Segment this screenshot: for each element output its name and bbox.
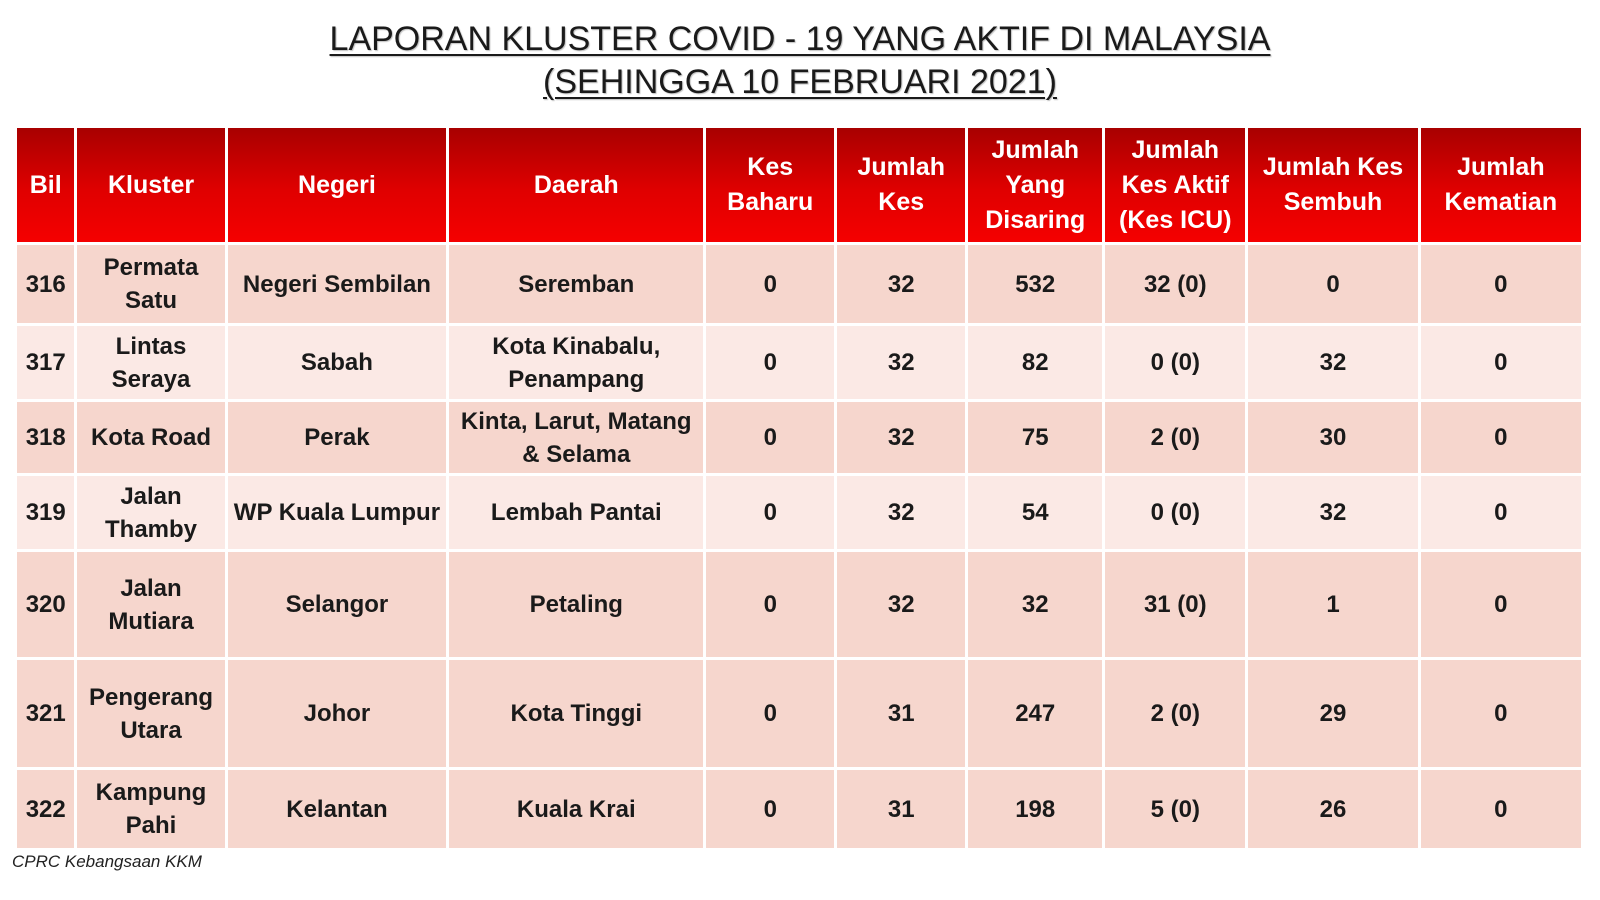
- cell-jumlah-disaring: 532: [968, 245, 1102, 323]
- table-row: [17, 552, 1581, 657]
- cell-jumlah-disaring: 82: [968, 326, 1102, 399]
- cell-jumlah-kes-sembuh: 29: [1248, 660, 1417, 767]
- cell-kes-baharu: 0: [706, 770, 834, 848]
- cell-jumlah-kes: 32: [837, 326, 965, 399]
- cell-kes-baharu: 0: [706, 660, 834, 767]
- cell-jumlah-kes: 32: [837, 476, 965, 549]
- cell-jumlah-kes-aktif: 2 (0): [1105, 402, 1245, 473]
- cell-jumlah-disaring: 32: [968, 552, 1102, 657]
- cell-kluster: Kampung Pahi: [77, 770, 224, 848]
- cell-jumlah-kematian: 0: [1421, 660, 1581, 767]
- cell-jumlah-kes: 31: [837, 770, 965, 848]
- cell-jumlah-kes: 32: [837, 402, 965, 473]
- cell-jumlah-kematian: 0: [1421, 476, 1581, 549]
- cell-jumlah-disaring: 198: [968, 770, 1102, 848]
- report-title: [0, 18, 1600, 104]
- cell-bil: 318: [17, 402, 74, 473]
- source-footer: CPRC Kebangsaan KKM: [12, 852, 202, 871]
- cell-bil: 319: [17, 476, 74, 549]
- cell-negeri: Johor: [228, 660, 447, 767]
- header-daerah: Daerah: [449, 128, 703, 242]
- title-line-1: LAPORAN KLUSTER COVID - 19 YANG AKTIF DI MALAYSIA: [329, 20, 1271, 58]
- table-row: [17, 476, 1581, 549]
- cell-jumlah-kematian: 0: [1421, 770, 1581, 848]
- cell-jumlah-kes-aktif: 32 (0): [1105, 245, 1245, 323]
- header-jumlah-kes: Jumlah Kes: [837, 128, 965, 242]
- cell-jumlah-kes-aktif: 31 (0): [1105, 552, 1245, 657]
- header-jumlah-kematian: Jumlah Kematian: [1421, 128, 1581, 242]
- cell-kes-baharu: 0: [706, 476, 834, 549]
- cell-jumlah-kes: 31: [837, 660, 965, 767]
- cell-jumlah-disaring: 247: [968, 660, 1102, 767]
- header-bil: Bil: [17, 128, 74, 242]
- cell-negeri: Negeri Sembilan: [228, 245, 447, 323]
- cell-jumlah-kes-aktif: 0 (0): [1105, 476, 1245, 549]
- cell-bil: 317: [17, 326, 74, 399]
- cell-kes-baharu: 0: [706, 245, 834, 323]
- cell-kes-baharu: 0: [706, 552, 834, 657]
- cell-jumlah-kematian: 0: [1421, 245, 1581, 323]
- cell-daerah: Kota Tinggi: [449, 660, 703, 767]
- table-row: [17, 326, 1581, 399]
- header-kluster: Kluster: [77, 128, 224, 242]
- header-jumlah-kes-sembuh: Jumlah Kes Sembuh: [1248, 128, 1417, 242]
- cluster-table: [14, 125, 1584, 851]
- table-row: [17, 770, 1581, 848]
- cell-jumlah-kematian: 0: [1421, 402, 1581, 473]
- cell-kluster: Pengerang Utara: [77, 660, 224, 767]
- cell-daerah: Kinta, Larut, Matang & Selama: [449, 402, 703, 473]
- cell-kluster: Permata Satu: [77, 245, 224, 323]
- table-row: [17, 660, 1581, 767]
- cell-daerah: Kota Kinabalu, Penampang: [449, 326, 703, 399]
- cell-jumlah-kes-aktif: 2 (0): [1105, 660, 1245, 767]
- header-jumlah-disaring: Jumlah Yang Disaring: [968, 128, 1102, 242]
- cell-jumlah-disaring: 54: [968, 476, 1102, 549]
- cell-negeri: Perak: [228, 402, 447, 473]
- cell-negeri: Sabah: [228, 326, 447, 399]
- cell-daerah: Seremban: [449, 245, 703, 323]
- cell-kluster: Lintas Seraya: [77, 326, 224, 399]
- cell-bil: 320: [17, 552, 74, 657]
- cell-daerah: Kuala Krai: [449, 770, 703, 848]
- cell-jumlah-kes-sembuh: 1: [1248, 552, 1417, 657]
- cell-kes-baharu: 0: [706, 402, 834, 473]
- cell-negeri: Kelantan: [228, 770, 447, 848]
- cell-kes-baharu: 0: [706, 326, 834, 399]
- cell-jumlah-kes-sembuh: 26: [1248, 770, 1417, 848]
- header-kes-baharu: Kes Baharu: [706, 128, 834, 242]
- cell-bil: 321: [17, 660, 74, 767]
- header-negeri: Negeri: [228, 128, 447, 242]
- title-line-2: (SEHINGGA 10 FEBRUARI 2021): [543, 63, 1057, 101]
- cell-jumlah-kes-sembuh: 30: [1248, 402, 1417, 473]
- cell-kluster: Kota Road: [77, 402, 224, 473]
- cell-daerah: Petaling: [449, 552, 703, 657]
- table-row: [17, 402, 1581, 473]
- cell-kluster: Jalan Mutiara: [77, 552, 224, 657]
- cell-jumlah-kematian: 0: [1421, 326, 1581, 399]
- cell-jumlah-disaring: 75: [968, 402, 1102, 473]
- cell-negeri: Selangor: [228, 552, 447, 657]
- cell-bil: 316: [17, 245, 74, 323]
- cell-jumlah-kes: 32: [837, 552, 965, 657]
- cell-negeri: WP Kuala Lumpur: [228, 476, 447, 549]
- cell-kluster: Jalan Thamby: [77, 476, 224, 549]
- cluster-table-container: [17, 125, 1587, 851]
- cell-bil: 322: [17, 770, 74, 848]
- cell-jumlah-kes-sembuh: 32: [1248, 326, 1417, 399]
- cell-daerah: Lembah Pantai: [449, 476, 703, 549]
- cell-jumlah-kes-sembuh: 0: [1248, 245, 1417, 323]
- table-header-row: [17, 128, 1581, 242]
- cell-jumlah-kematian: 0: [1421, 552, 1581, 657]
- header-jumlah-kes-aktif: Jumlah Kes Aktif (Kes ICU): [1105, 128, 1245, 242]
- cell-jumlah-kes-aktif: 0 (0): [1105, 326, 1245, 399]
- cell-jumlah-kes-aktif: 5 (0): [1105, 770, 1245, 848]
- cell-jumlah-kes-sembuh: 32: [1248, 476, 1417, 549]
- table-row: [17, 245, 1581, 323]
- cell-jumlah-kes: 32: [837, 245, 965, 323]
